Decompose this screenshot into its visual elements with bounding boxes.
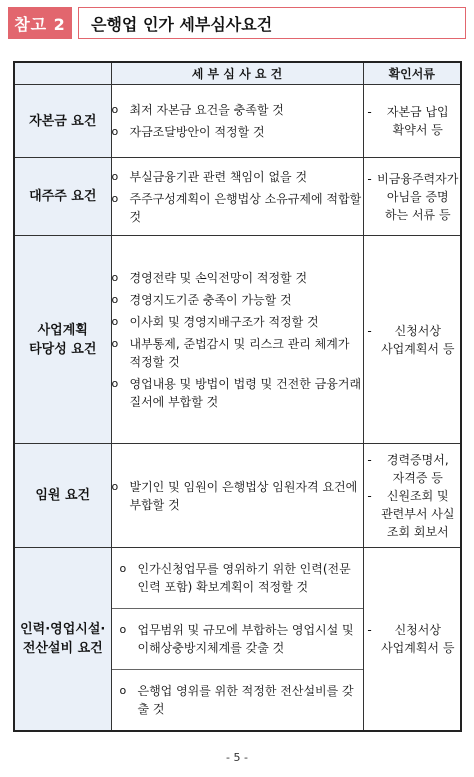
table-row (14, 444, 461, 548)
table-row (14, 158, 461, 236)
list-item: o 내부통제, 준법감시 및 리스크 관리 체계가 적정할 것 (111, 336, 350, 369)
dash-icon: - (367, 488, 372, 503)
bullet-icon: o (111, 336, 119, 350)
sub-cell (112, 548, 363, 609)
bullet-icon: o (119, 562, 127, 575)
list-item: o 발기인 및 임원이 은행법상 임원자격 요건에 부합할 것 (111, 479, 358, 512)
sub-cell (112, 609, 363, 670)
bullet-icon: o (111, 479, 119, 493)
bullet-icon: o (111, 314, 119, 328)
dash-icon: - (367, 623, 372, 637)
dash-icon: - (367, 323, 372, 338)
requirement-list (111, 236, 363, 444)
category-personnel-facilities: 인력·영업시설· 전산설비 요건 (14, 548, 111, 732)
dash-icon: - (367, 171, 372, 186)
header-requirements: 세 부 심 사 요 건 (111, 62, 363, 85)
list-item: o 자금조달방안이 적정할 것 (111, 125, 265, 139)
requirement-list (111, 85, 363, 158)
list-item: o 업무범위 및 규모에 부합하는 영업시설 및 이해상충방지체계를 갖출 것 (119, 623, 354, 655)
bullet-icon: o (111, 292, 119, 306)
table-header-corner (14, 62, 111, 85)
table-row (14, 85, 461, 158)
section-header (8, 7, 466, 39)
bullet-icon: o (111, 103, 119, 116)
requirements-table (13, 61, 462, 732)
category-executive: 임원 요건 (14, 444, 111, 548)
bullet-icon: o (111, 376, 119, 390)
document-list: - 경력증명서, 자격증 등 - 신원조회 및 관련부서 사실 조회 회보서 (363, 444, 461, 548)
list-item: o 부실금융기관 관련 책임이 없을 것 (111, 169, 308, 184)
table-row (14, 548, 461, 732)
category-capital: 자본금 요건 (14, 85, 111, 158)
document-list: - 신청서상 사업계획서 등 (363, 236, 461, 444)
page-title: 은행업 인가 세부심사요건 (78, 7, 466, 39)
header-documents: 확인서류 (363, 62, 461, 85)
table-header-row (14, 62, 461, 85)
list-item: o 인가신청업무를 영위하기 위한 인력(전문인력 포함) 확보계획이 적정할 것 (119, 562, 351, 594)
bullet-icon: o (119, 623, 127, 636)
list-item: o 이사회 및 경영지배구조가 적정할 것 (111, 314, 319, 329)
requirement-list (111, 158, 363, 236)
category-major-shareholder: 대주주 요건 (14, 158, 111, 236)
document-list: - 비금융주력자가 아님을 증명 하는 서류 등 (363, 158, 461, 236)
document-list: - 신청서상 사업계획서 등 (363, 548, 461, 732)
list-item: o 최저 자본금 요건을 충족할 것 (111, 103, 284, 117)
dash-icon: - (367, 452, 372, 467)
list-item: o 은행업 영위를 위한 적정한 전산설비를 갖출 것 (119, 684, 354, 716)
list-item: o 영업내용 및 방법이 법령 및 건전한 금융거래질서에 부합할 것 (111, 376, 362, 409)
list-item: o 경영지도기준 충족이 가능할 것 (111, 292, 292, 307)
bullet-icon: o (111, 191, 119, 205)
table-row (14, 236, 461, 444)
bullet-icon: o (119, 684, 127, 697)
dash-icon: - (367, 105, 372, 119)
requirement-list (111, 548, 363, 732)
sub-cell (112, 670, 363, 730)
document-list: - 자본금 납입 확약서 등 (363, 85, 461, 158)
reference-badge: 참고 2 (8, 7, 72, 39)
requirement-list (111, 444, 363, 548)
category-business-plan: 사업계획 타당성 요건 (14, 236, 111, 444)
page-number: - 5 - (226, 751, 248, 764)
list-item: o 경영전략 및 손익전망이 적정할 것 (111, 270, 308, 285)
bullet-icon: o (111, 125, 119, 138)
bullet-icon: o (111, 169, 119, 183)
bullet-icon: o (111, 270, 119, 284)
list-item: o 주주구성계획이 은행법상 소유규제에 적합할 것 (111, 191, 362, 224)
